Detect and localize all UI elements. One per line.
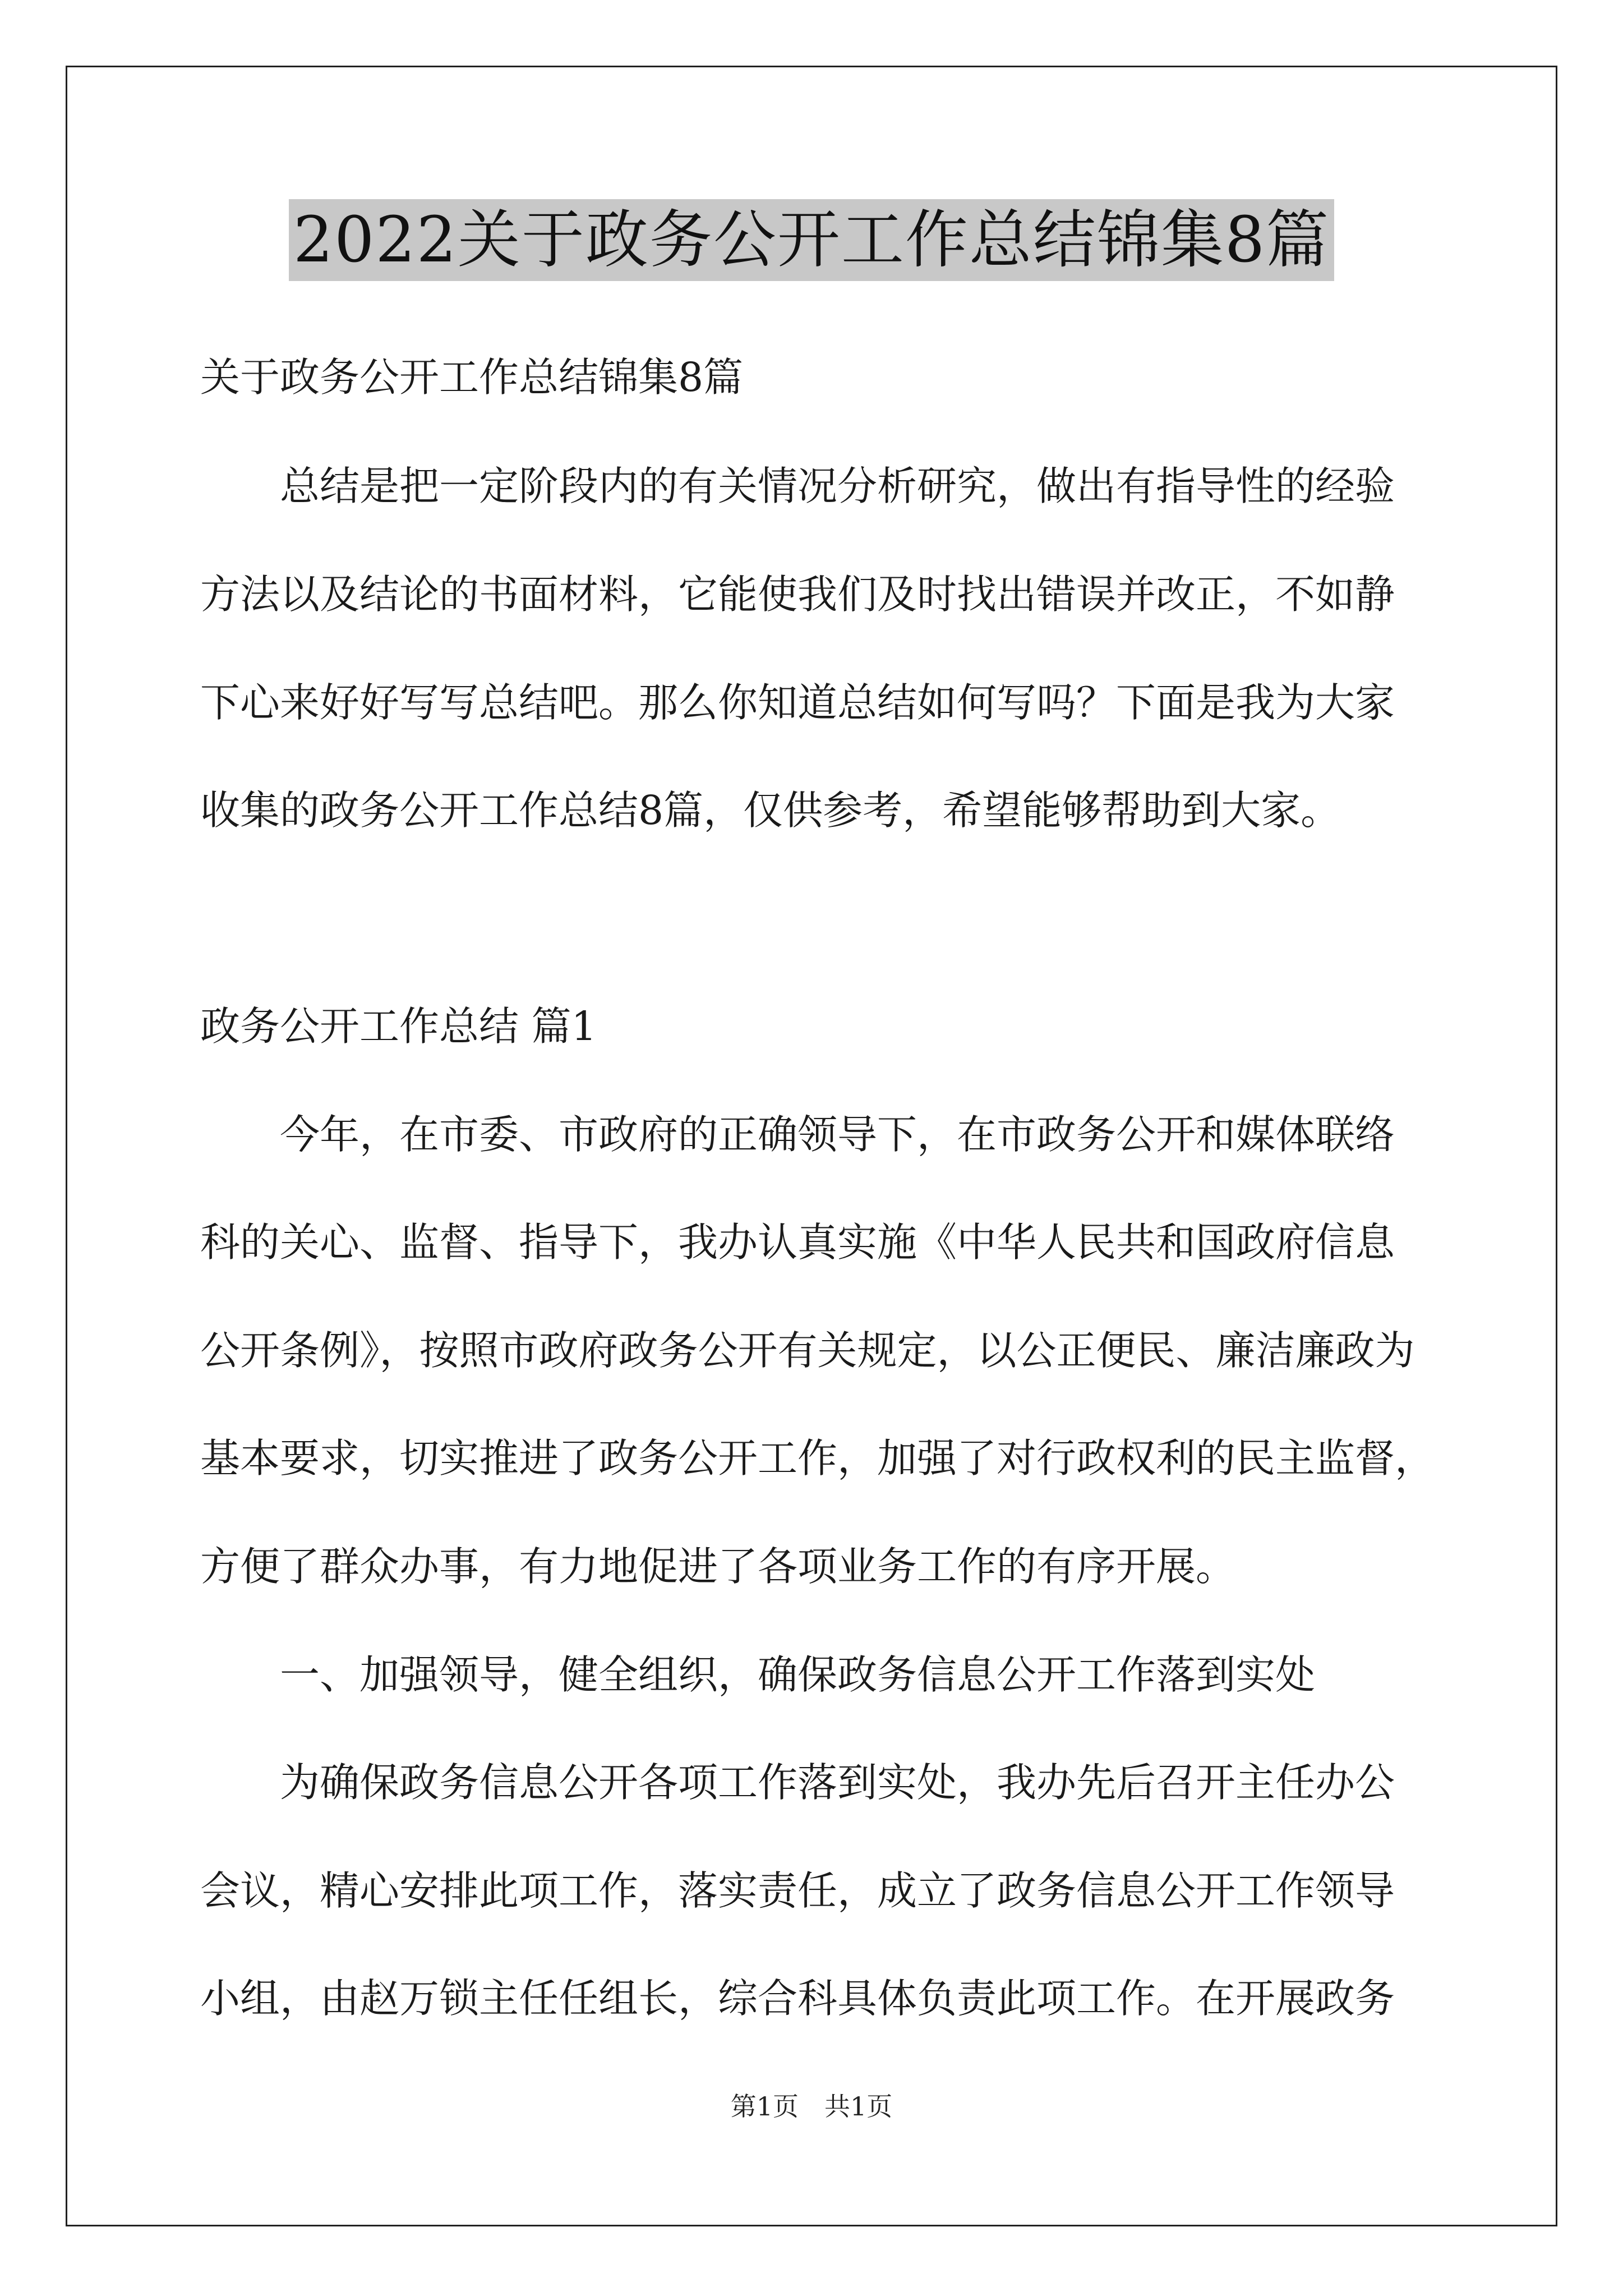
section-line: 小组，由赵万锁主任任组长，综合科具体负责此项工作。在开展政务 (200, 1975, 1395, 2022)
intro-line: 收集的政务公开工作总结8篇，仅供参考，希望能够帮助到大家。 (200, 787, 1341, 834)
document-title: 2022关于政务公开工作总结锦集8篇 (289, 199, 1334, 281)
section-line: 基本要求，切实推进了政务公开工作，加强了对行政权利的民主监督， (200, 1435, 1435, 1481)
section-heading-1: 一、加强领导，健全组织，确保政务信息公开工作落到实处 (200, 1651, 1316, 1698)
intro-line: 下心来好好写写总结吧。那么你知道总结如何写吗？下面是我为大家 (200, 679, 1395, 726)
title-wrap (0, 199, 1623, 281)
section-line: 方便了群众办事，有力地促进了各项业务工作的有序开展。 (200, 1543, 1236, 1590)
page-footer: 第1页 共1页 (730, 2091, 893, 2122)
section-line: 公开条例》，按照市政府政务公开有关规定，以公正便民、廉洁廉政为 (200, 1327, 1415, 1374)
section-line: 今年，在市委、市政府的正确领导下，在市政务公开和媒体联络 (200, 1111, 1395, 1158)
intro-line: 方法以及结论的书面材料，它能使我们及时找出错误并改正，不如静 (200, 571, 1395, 618)
section-line: 为确保政务信息公开各项工作落到实处，我办先后召开主任办公 (200, 1759, 1395, 1806)
document-subtitle: 关于政务公开工作总结锦集8篇 (200, 354, 744, 401)
section-heading: 政务公开工作总结 篇1 (200, 1003, 597, 1050)
section-line: 科的关心、监督、指导下，我办认真实施《中华人民共和国政府信息 (200, 1219, 1395, 1266)
intro-line: 总结是把一定阶段内的有关情况分析研究，做出有指导性的经验 (200, 463, 1395, 509)
section-line: 会议，精心安排此项工作，落实责任，成立了政务信息公开工作领导 (200, 1867, 1395, 1914)
